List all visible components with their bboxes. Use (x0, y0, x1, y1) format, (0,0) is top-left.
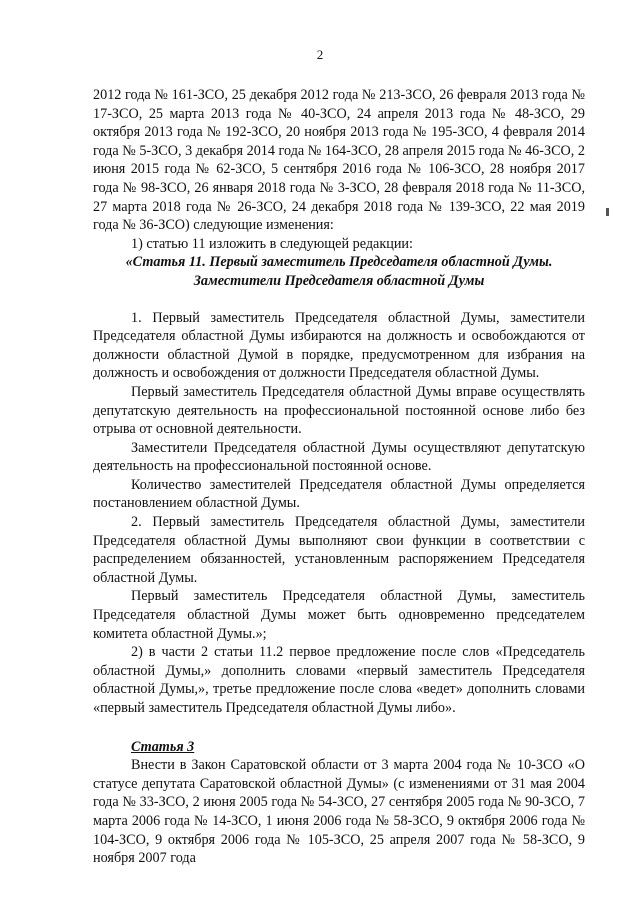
paragraph-part-2: 2. Первый заместитель Председателя областной Думы, заместители Председателя областной Думы выполняют свои функции в соответствии с распределением обязанностей, установленным распоряжением Председателя областной Думы. (93, 514, 585, 586)
spacer (93, 718, 585, 730)
paragraph-item-1: 1) статью 11 изложить в следующей редакции: (131, 235, 413, 252)
paragraph-deputies-count: Количество заместителей Председателя областной Думы определяется постановлением областной Думы. (93, 476, 585, 512)
article-3-heading: Статья 3 (131, 738, 195, 755)
paragraph-deputies: Заместители Председателя областной Думы осуществляют депутатскую деятельность на профессиональной постоянной основе. (93, 439, 585, 475)
paragraph-item-2: 2) в части 2 статьи 11.2 первое предложение после слов «Председатель областной Думы,» дополнить словами «первый заместитель Председателя областной Думы,», третье предложение после слова «ведет» дополнить словами «первый заместитель Председателя областной Думы либо». (93, 644, 585, 716)
page-number: 2 (316, 47, 324, 62)
scan-artifact (606, 208, 609, 216)
article-11-heading-line1: «Статья 11. Первый заместитель Председателя областной Думы. (125, 254, 553, 271)
paragraph-first-deputy: Первый заместитель Председателя областной Думы вправе осуществлять депутатскую деятельность на профессиональной постоянной основе либо без отрыва от основной деятельности. (93, 383, 585, 438)
paragraph-amendments-list: 2012 года № 161-ЗСО, 25 декабря 2012 года № 213-ЗСО, 26 февраля 2013 года № 17-ЗСО, 25 марта 2013 года № 40-ЗСО, 24 апреля 2013 года № 48-ЗСО, 29 октября 2013 года № 192-ЗСО, 20 ноября 2013 года № 195-ЗСО, 4 февраля 2014 года № 5-ЗСО, 3 декабря 2014 года № 164-ЗСО, 28 апреля 2015 года № 46-ЗСО, 2 июня 2015 года № 62-ЗСО, 5 сентября 2016 года № 106-ЗСО, 28 ноября 2017 года № 98-ЗСО, 26 января 2018 года № 3-ЗСО, 28 февраля 2018 года № 11-ЗСО, 27 марта 2018 года № 26-ЗСО, 24 декабря 2018 года № 139-ЗСО, 22 мая 2019 года № 36-ЗСО) следующие изменения: (93, 87, 585, 234)
document-body (93, 86, 585, 868)
paragraph-article-3-body: Внести в Закон Саратовской области от 3 марта 2004 года № 10-ЗСО «О статусе депутата Саратовской областной Думы» (с изменениями от 31 мая 2004 года № 33-ЗСО, 2 июня 2005 года № 54-ЗСО, 27 сентября 2005 года № 90-ЗСО, 7 марта 2006 года № 14-ЗСО, 1 июня 2006 года № 58-ЗСО, 9 октября 2006 года № 104-ЗСО, 9 октября 2006 года № 105-ЗСО, 25 апреля 2007 года № 58-ЗСО, 9 ноября 2007 года (93, 757, 585, 867)
spacer (93, 291, 585, 309)
paragraph-committee-chair: Первый заместитель Председателя областной Думы, заместитель Председателя областной Думы может быть одновременно председателем комитета областной Думы.»; (93, 588, 585, 642)
article-11-heading-line2: Заместители Председателя областной Думы (193, 272, 485, 289)
paragraph-part-1: 1. Первый заместитель Председателя областной Думы, заместители Председателя областной Думы избираются на должность и освобождаются от должности областной Думой в порядке, предусмотренном для избрания на должность и освобождения от должности Председателя областной Думы. (93, 309, 585, 382)
